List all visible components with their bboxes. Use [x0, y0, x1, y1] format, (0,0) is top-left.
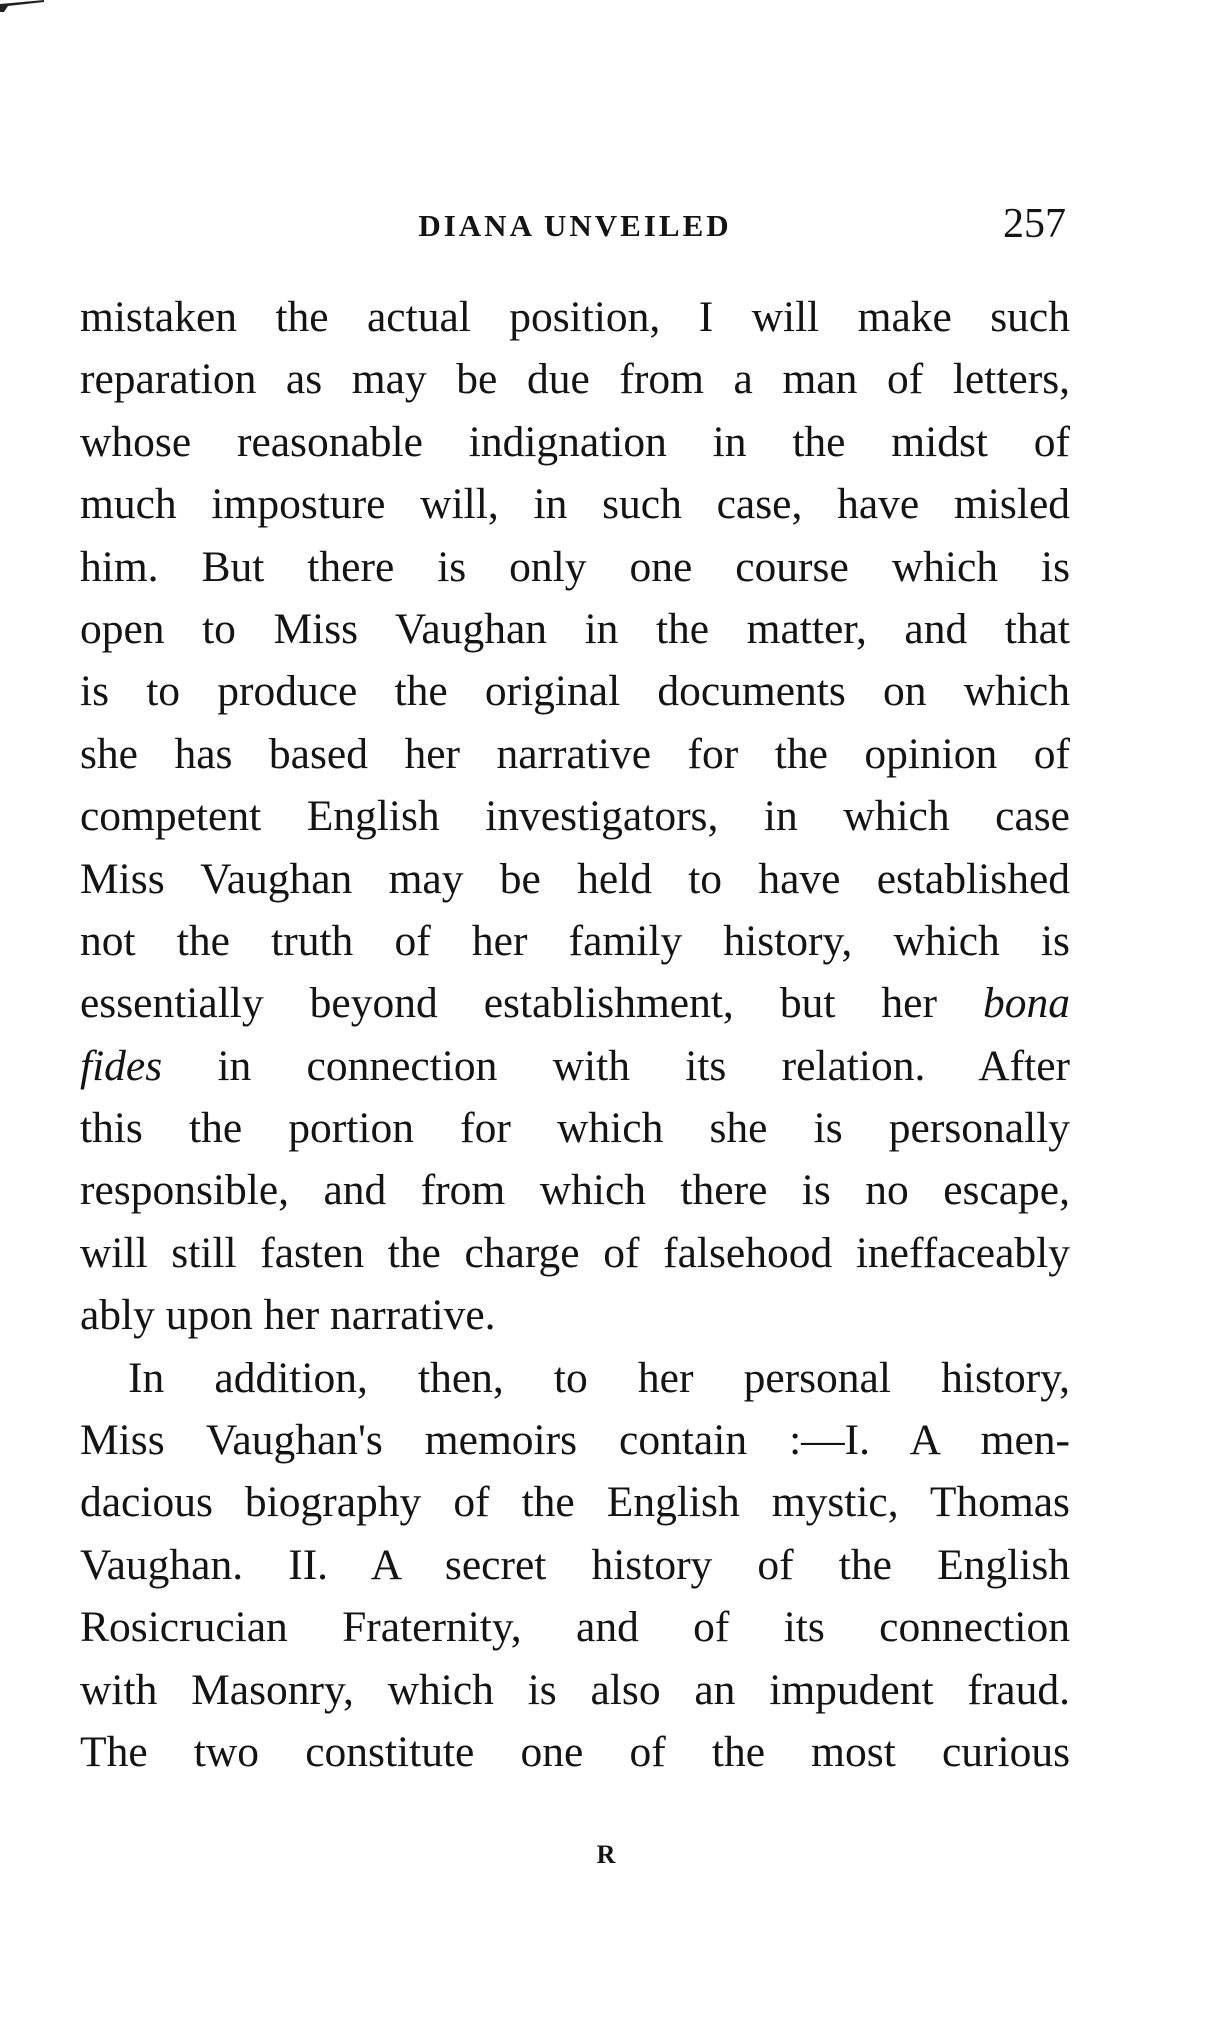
page-number: 257: [1003, 201, 1066, 247]
text-line: Vaughan. II. A secret history of the English: [80, 1540, 1070, 1589]
text-line: The two constitute one of the most curious: [80, 1727, 1070, 1776]
text-line: reparation as may be due from a man of letters,: [80, 355, 1070, 404]
text-line: competent English investigators, in which case: [80, 792, 1070, 841]
text-line: Rosicrucian Fraternity, and of its connection: [80, 1603, 1070, 1652]
text-line: In addition, then, to her personal history,: [128, 1353, 1070, 1402]
text-line: ably upon her narrative.: [80, 1291, 496, 1340]
text-line: [80, 1035, 1070, 1097]
text-line: Miss Vaughan may be held to have established: [80, 854, 1070, 903]
text-line: open to Miss Vaughan in the matter, and that: [80, 604, 1070, 653]
running-title: DIANA UNVEILED: [418, 208, 732, 243]
text-line: mistaken the actual position, I will make such: [80, 293, 1070, 341]
page-corner-mark: [0, 0, 46, 14]
text-line: him. But there is only one course which is: [80, 542, 1070, 591]
text-line: whose reasonable indignation in the midst of: [80, 417, 1070, 466]
paragraph-1: [80, 286, 1070, 1347]
text-segment: essentially beyond establishment, but her: [80, 979, 937, 1028]
text-line: [80, 972, 1070, 1034]
text-line: is to produce the original documents on which: [80, 667, 1070, 716]
text-line: responsible, and from which there is no escape,: [80, 1166, 1070, 1215]
text-line: this the portion for which she is personally: [80, 1104, 1070, 1153]
text-line: she has based her narrative for the opinion of: [80, 729, 1070, 778]
text-line: not the truth of her family history, which is: [80, 916, 1070, 965]
text-line: much imposture will, in such case, have misled: [80, 480, 1070, 529]
italic-text: fides: [80, 1041, 163, 1090]
page-header: [80, 200, 1070, 260]
text-line: dacious biography of the English mystic, Thomas: [80, 1478, 1070, 1527]
paragraph-2: [80, 1347, 1070, 1784]
text-segment: in connection with its relation. After: [217, 1041, 1070, 1090]
text-line: will still fasten the charge of falsehood ineffaceably: [80, 1228, 1070, 1277]
text-line: with Masonry, which is also an impudent fraud.: [80, 1665, 1070, 1714]
text-line: Miss Vaughan's memoirs contain :—I. A men-: [80, 1416, 1070, 1465]
signature-mark: R: [596, 1840, 616, 1869]
italic-text: bona: [983, 979, 1071, 1028]
body-text: [80, 286, 1070, 1783]
